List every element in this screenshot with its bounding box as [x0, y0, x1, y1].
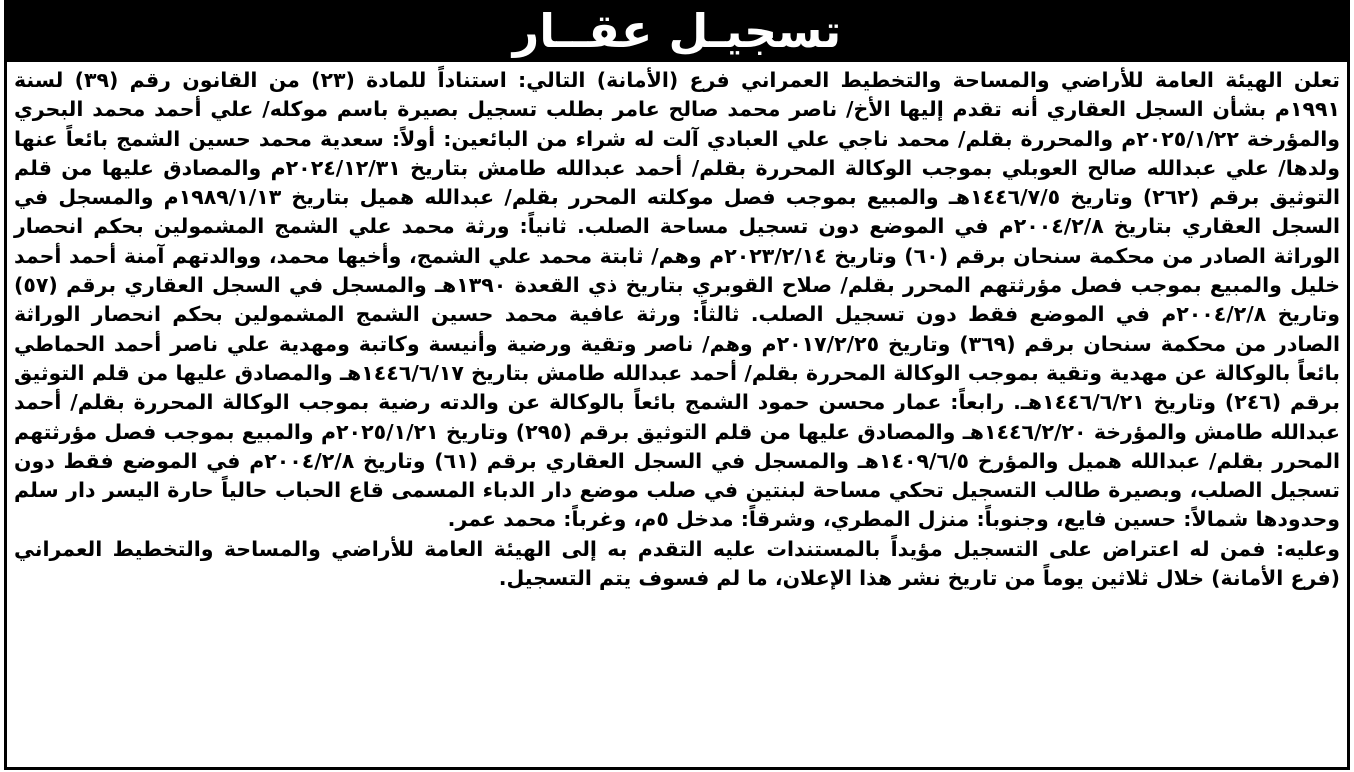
notice-objection-paragraph: وعليه: فمن له اعتراض على التسجيل مؤيداً بالمستندات عليه التقدم به إلى الهيئة العامة للأراضي والمساحة والتخطيط العمراني (فرع الأمانة) خلال ثلاثين يوماً من تاريخ نشر هذا الإعلان، ما لم فسوف يتم التسجيل.: [14, 536, 1340, 591]
notice-body: [14, 66, 1340, 593]
notice-main-paragraph: تعلن الهيئة العامة للأراضي والمساحة والتخطيط العمراني فرع (الأمانة) التالي: استناداً للمادة (٢٣) من القانون رقم (٣٩) لسنة ١٩٩١م بشأن السجل العقاري أنه تقدم إليها الأخ/ ناصر محمد صالح عامر بطلب تسجيل بصيرة باسم موكله/ علي أحمد محمد البحري والمؤرخة ٢٠٢٥/١/٢٢م والمحررة بقلم/ محمد ناجي علي العبادي آلت له شراء من البائعين: أولاً: سعدية محمد حسين الشمج بائعاً عنها ولدها/ علي عبدالله صالح العوبلي بموجب الوكالة المحررة بقلم/ أحمد عبدالله طامش بتاريخ ٢٠٢٤/١٢/٣١م والمصادق عليها من قلم التوثيق برقم (٢٦٢) وتاريخ ١٤٤٦/٧/٥هـ والمبيع بموجب فصل موكلته المحرر بقلم/ عبدالله هميل بتاريخ ١٩٨٩/١/١٣م والمسجل في السجل العقاري بتاريخ ٢٠٠٤/٢/٨م في الموضع دون تسجيل مساحة الصلب. ثانياً: ورثة محمد علي الشمج المشمولين بحكم انحصار الوراثة الصادر من محكمة سنحان برقم (٦٠) وتاريخ ٢٠٢٣/٢/١٤م وهم/ ثابتة محمد علي الشمج، وأخيها محمد، ووالدتهم آمنة أحمد أحمد خليل والمبيع بموجب فصل مؤرثتهم المحرر بقلم/ صلاح القوبري بتاريخ ذي القعدة ١٣٩٠هـ والمسجل في السجل العقاري برقم (٥٧) وتاريخ ٢٠٠٤/٢/٨م في الموضع فقط دون تسجيل الصلب. ثالثاً: ورثة عافية محمد حسين الشمج المشمولين بحكم انحصار الوراثة الصادر من محكمة سنحان برقم (٣٦٩) وتاريخ ٢٠١٧/٢/٢٥م وهم/ ناصر وتقية ورضية وأنيسة وكاتبة ومهدية علي ناصر أحمد الحماطي بائعاً بالوكالة عن مهدية وتقية بموجب الوكالة المحررة بقلم/ أحمد عبدالله طامش بتاريخ ١٤٤٦/٦/١٧هـ والمصادق عليها من قلم التوثيق برقم (٢٤٦) وتاريخ ١٤٤٦/٦/٢١هـ. رابعاً: عمار محسن حمود الشمج بائعاً بالوكالة عن والدته رضية بموجب الوكالة المحررة بقلم/ أحمد عبدالله طامش والمؤرخة ١٤٤٦/٢/٢٠هـ والمصادق عليها من قلم التوثيق برقم (٢٩٥) وتاريخ ٢٠٢٥/١/٢١م والمبيع بموجب فصل مؤرثتهم المحرر بقلم/ عبدالله هميل والمؤرخ ١٤٠٩/٦/٥هـ والمسجل في السجل العقاري برقم (٦١) وتاريخ ٢٠٠٤/٢/٨م في الموضع فقط دون تسجيل الصلب، وبصيرة طالب التسجيل تحكي مساحة لبنتين في صلب موضع دار الدباء المسمى قاع الحباب حالياً حارة اليسر دار سلم وحدودها شمالاً: حسين فايع، وجنوباً: منزل المطري، وشرقاً: مدخل ٥م، وغرباً: محمد عمر.: [14, 68, 1341, 532]
notice-title: تسجيـل عقــار: [512, 4, 842, 58]
notice-header-banner: [4, 0, 1350, 62]
